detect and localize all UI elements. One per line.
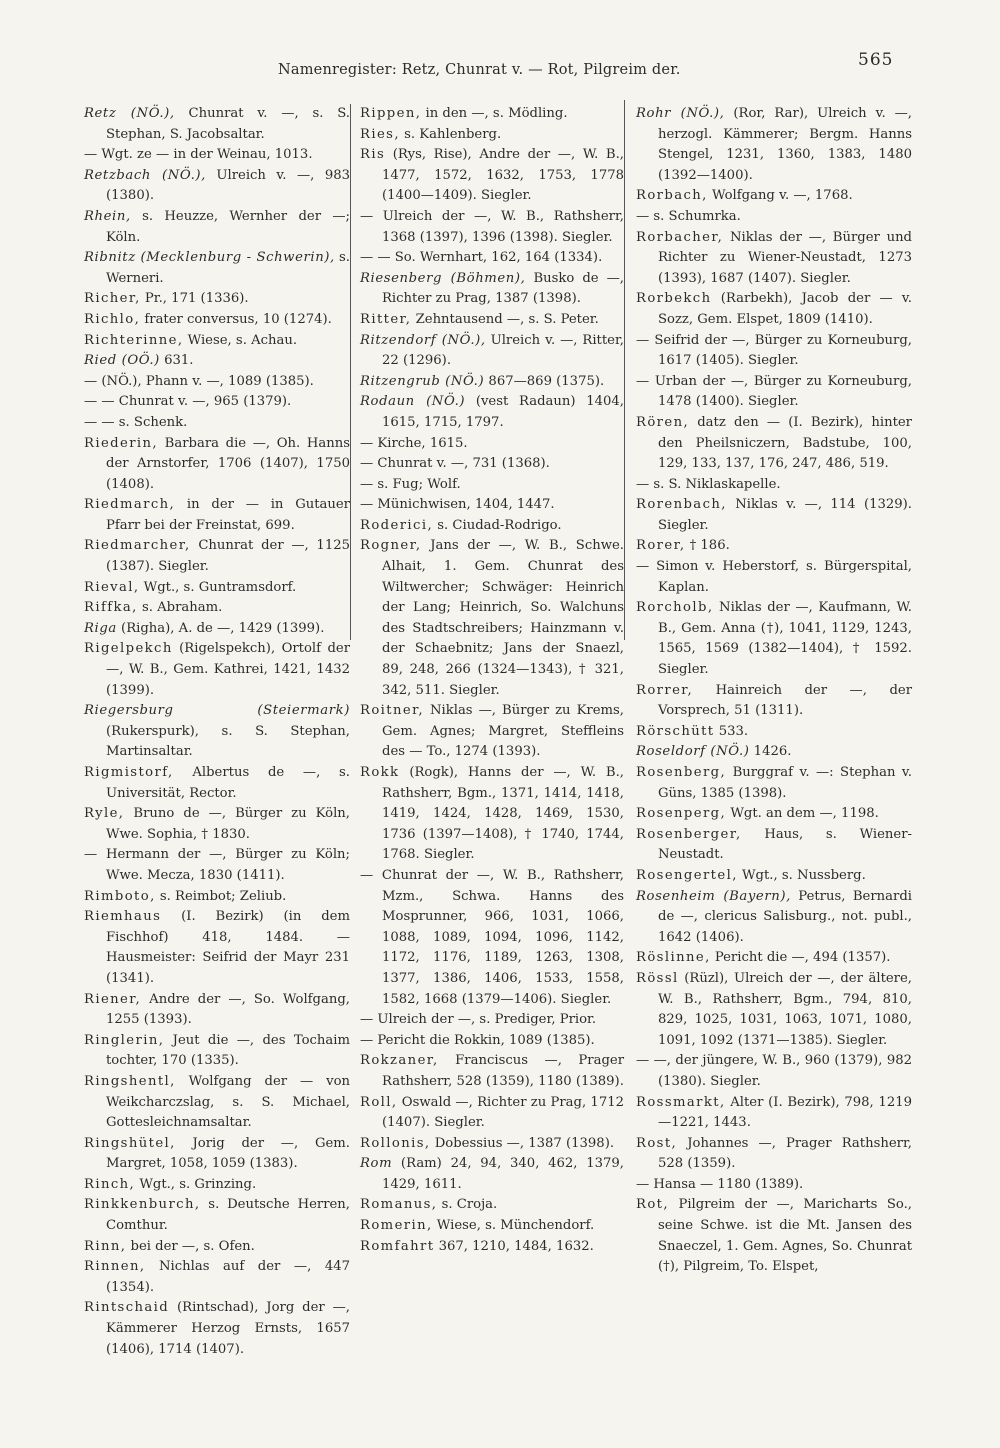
index-entry bbox=[636, 207, 912, 228]
index-entry bbox=[360, 495, 624, 516]
index-entry bbox=[84, 1175, 350, 1196]
entry-headword: Riegersburg (Steiermark) bbox=[84, 703, 350, 719]
entry-text: Petrus, Bernardi de —, clericus Salisburg., not. publ., 1642 (1406). bbox=[658, 888, 912, 945]
entry-headword: Ried (OÖ.) bbox=[84, 353, 160, 369]
index-entry bbox=[360, 372, 624, 393]
entry-headword: Ritzengrub (NÖ.) bbox=[360, 373, 485, 389]
entry-headword: Riedmarch, bbox=[84, 497, 176, 513]
entry-text: (Rys, Rise), Andre der —, W. B., 1477, 1572, 1632, 1753, 1778 (1400—1409). Siegler. bbox=[382, 147, 624, 204]
index-column-middle bbox=[360, 104, 624, 1257]
entry-text: — — s. Schenk. bbox=[84, 414, 188, 430]
index-entry bbox=[360, 434, 624, 455]
entry-headword: Richer, bbox=[84, 291, 141, 307]
index-entry bbox=[84, 701, 350, 763]
entry-headword: Rosengertel, bbox=[636, 867, 738, 883]
entry-text: Burggraf v. —: Stephan v. Güns, 1385 (1398). bbox=[658, 765, 912, 801]
entry-headword: Rorer, bbox=[636, 538, 686, 554]
running-title: Namenregister: Retz, Chunrat v. — Rot, Pilgreim der. bbox=[278, 62, 681, 78]
index-entry bbox=[84, 392, 350, 413]
entry-headword: Riedmarcher, bbox=[84, 538, 191, 554]
entry-headword: Rinkkenburch, bbox=[84, 1197, 201, 1213]
entry-text: Wgt., s. Guntramsdorf. bbox=[139, 579, 297, 595]
index-entry bbox=[636, 186, 912, 207]
entry-text: Wolfgang v. —, 1768. bbox=[707, 188, 853, 204]
column-divider bbox=[624, 100, 625, 640]
index-entry bbox=[84, 639, 350, 701]
index-entry bbox=[636, 887, 912, 949]
entry-text: Nichlas auf der —, 447 (1354). bbox=[106, 1259, 350, 1295]
entry-headword: Roderici, bbox=[360, 517, 434, 533]
index-entry bbox=[360, 1093, 624, 1134]
index-entry bbox=[360, 104, 624, 125]
index-entry bbox=[636, 413, 912, 475]
entry-text: (Ror, Rar), Ulreich v. —, herzogl. Kämmerer; Bergm. Hanns Stengel, 1231, 1360, 1383, 1480 (1392—1400). bbox=[658, 106, 912, 183]
entry-text: Chunrat v. —, s. S. Stephan, S. Jacobsaltar. bbox=[106, 106, 351, 142]
entry-text: Wolfgang der — von Weikcharczslag, s. S. Michael, Gottesleichnamsaltar. bbox=[106, 1073, 350, 1131]
entry-headword: Rörschütt bbox=[636, 723, 715, 739]
index-entry bbox=[84, 536, 350, 577]
entry-headword: Rorrer, bbox=[636, 682, 694, 698]
index-entry bbox=[636, 372, 912, 413]
index-entry bbox=[636, 1093, 912, 1134]
entry-text: — Ulreich der —, W. B., Rathsherr, 1368 (1397), 1396 (1398). Siegler. bbox=[360, 208, 624, 245]
entry-text: Albertus de —, s. Universität, Rector. bbox=[106, 765, 350, 801]
index-entry bbox=[636, 289, 912, 330]
entry-text: s. Ciudad-Rodrigo. bbox=[433, 517, 562, 533]
entry-headword: Riesenberg (Böhmen), bbox=[360, 270, 526, 286]
entry-text: bei der —, s. Ofen. bbox=[126, 1238, 255, 1254]
entry-text: — — Chunrat v. —, 965 (1379). bbox=[84, 394, 292, 410]
entry-headword: Rokk bbox=[360, 765, 400, 780]
index-entry bbox=[84, 619, 350, 640]
index-entry bbox=[360, 536, 624, 701]
index-entry bbox=[84, 495, 350, 536]
entry-headword: Rossmarkt, bbox=[636, 1094, 726, 1110]
index-entry bbox=[360, 207, 624, 248]
entry-headword: Rorbekch bbox=[636, 291, 712, 307]
index-column-right bbox=[636, 104, 912, 1278]
entry-headword: Ribnitz (Mecklenburg - Schwerin), bbox=[84, 250, 335, 266]
entry-headword: Riener, bbox=[84, 991, 142, 1007]
index-entry bbox=[84, 845, 350, 886]
entry-text: Pr., 171 (1336). bbox=[140, 291, 249, 307]
page-number: 565 bbox=[858, 50, 894, 70]
entry-text: Franciscus —, Prager Rathsherr, 528 (1359), 1180 (1389). bbox=[382, 1053, 624, 1089]
entry-headword: Röslinne, bbox=[636, 950, 711, 966]
index-entry bbox=[636, 536, 912, 557]
entry-headword: Richterinne, bbox=[84, 332, 184, 348]
entry-headword: Rigmistorf, bbox=[84, 765, 174, 780]
entry-text: 1426. bbox=[749, 744, 792, 760]
entry-headword: Rosenheim (Bayern), bbox=[636, 888, 791, 904]
entry-headword: Ries, bbox=[360, 126, 400, 142]
entry-text: — Urban der —, Bürger zu Korneuburg, 1478 (1400). Siegler. bbox=[636, 373, 912, 410]
entry-text: Johannes —, Prager Rathsherr, 528 (1359). bbox=[658, 1135, 912, 1172]
entry-headword: Rorenbach, bbox=[636, 497, 727, 513]
entry-text: Niklas —, Bürger zu Krems, Gem. Agnes; Margret, Steffleins des — To., 1274 (1393). bbox=[382, 703, 624, 760]
entry-headword: Rhein, bbox=[84, 208, 131, 224]
entry-text: Ulreich v. —, 983 (1380). bbox=[106, 167, 350, 204]
index-entry bbox=[84, 1298, 350, 1360]
entry-text: Chunrat der —, 1125 (1387). Siegler. bbox=[106, 538, 350, 575]
entry-text: Hainreich der —, der Vorsprech, 51 (1311). bbox=[658, 682, 912, 719]
entry-headword: Rohr (NÖ.), bbox=[636, 106, 725, 121]
index-entry bbox=[360, 516, 624, 537]
entry-headword: Rinn, bbox=[84, 1238, 127, 1254]
index-entry bbox=[84, 289, 350, 310]
index-entry bbox=[84, 763, 350, 804]
entry-headword: Rot, bbox=[636, 1197, 669, 1213]
entry-text: Niklas der —, Bürger und Richter zu Wiener-Neustadt, 1273 (1393), 1687 (1407). Siegler. bbox=[658, 229, 912, 286]
entry-text: datz den — (I. Bezirk), hinter den Pheilsniczern, Badstube, 100, 129, 133, 137, 176, 247, 486, 519. bbox=[658, 414, 912, 472]
entry-headword: Rimboto, bbox=[84, 888, 156, 904]
entry-headword: Riemhaus bbox=[84, 909, 162, 925]
entry-text: s. Werneri. bbox=[106, 250, 350, 286]
entry-text: — (NÖ.), Phann v. —, 1089 (1385). bbox=[84, 373, 314, 389]
entry-headword: Ryle, bbox=[84, 806, 125, 822]
entry-text: in den —, s. Mödling. bbox=[421, 106, 568, 121]
entry-headword: Riga bbox=[84, 620, 117, 636]
entry-text: — Chunrat der —, W. B., Rathsherr, Mzm., Schwa. Hanns des Mosprunner, 966, 1031, 1066, 1088, 1089, 1094, 1096, 1142, 1172, 1176, 1189, 1263, 1308, 1377, 1386, 1406, 1533, 1558, 1582, 1668 (1379—1406). Siegler. bbox=[360, 867, 624, 1007]
index-entry bbox=[84, 1134, 350, 1175]
entry-headword: Retzbach (NÖ.), bbox=[84, 167, 206, 183]
entry-text: — s. S. Niklaskapelle. bbox=[636, 476, 781, 492]
index-entry bbox=[360, 248, 624, 269]
index-entry bbox=[636, 804, 912, 825]
entry-headword: Romfahrt bbox=[360, 1238, 435, 1254]
entry-headword: Rollonis, bbox=[360, 1135, 431, 1151]
index-entry bbox=[84, 598, 350, 619]
entry-text: — s. Schumrka. bbox=[636, 208, 741, 224]
index-entry bbox=[84, 578, 350, 599]
entry-text: Wiese, s. Achau. bbox=[183, 332, 298, 348]
entry-headword: Romerin, bbox=[360, 1218, 433, 1234]
entry-text: (Rogk), Hanns der —, W. B., Rathsherr, Bgm., 1371, 1414, 1418, 1419, 1424, 1428, 1469, 1530, 1736 (1397—1408), † 1740, 1744, 1768. Siegler. bbox=[382, 765, 624, 863]
index-entry bbox=[636, 969, 912, 1051]
index-entry bbox=[636, 557, 912, 598]
entry-headword: Roll, bbox=[360, 1094, 398, 1110]
entry-text: in der — in Gutauer Pfarr bei der Freinstat, 699. bbox=[106, 497, 350, 533]
index-entry bbox=[360, 1195, 624, 1216]
entry-headword: Rorcholb, bbox=[636, 600, 714, 616]
entry-text: (I. Bezirk) (in dem Fischhof) 418, 1484. — Hausmeister: Seifrid der Mayr 231 (1341). bbox=[106, 909, 350, 986]
index-entry bbox=[84, 1072, 350, 1134]
entry-headword: Ringshütel, bbox=[84, 1135, 176, 1151]
entry-text: Jorig der —, Gem. Margret, 1058, 1059 (1383). bbox=[106, 1135, 350, 1172]
index-entry bbox=[84, 990, 350, 1031]
entry-text: — Seifrid der —, Bürger zu Korneuburg, 1617 (1405). Siegler. bbox=[636, 332, 912, 369]
entry-headword: Rogner, bbox=[360, 538, 422, 554]
entry-text: Ulreich v. —, Ritter, 22 (1296). bbox=[382, 332, 624, 369]
index-entry bbox=[84, 145, 350, 166]
entry-text: — Hansa — 1180 (1389). bbox=[636, 1176, 804, 1192]
index-entry bbox=[84, 166, 350, 207]
index-entry bbox=[84, 887, 350, 908]
index-entry bbox=[636, 825, 912, 866]
index-entry bbox=[360, 1154, 624, 1195]
entry-text: — Hermann der —, Bürger zu Köln; Wwe. Mecza, 1830 (1411). bbox=[84, 847, 350, 883]
index-entry bbox=[84, 413, 350, 434]
index-entry bbox=[84, 1257, 350, 1298]
index-entry bbox=[360, 145, 624, 207]
entry-headword: Rössl bbox=[636, 970, 679, 986]
entry-headword: Rigelpekch bbox=[84, 641, 173, 657]
index-entry bbox=[360, 763, 624, 866]
entry-text: (Rukerspurk), s. S. Stephan, Martinsaltar. bbox=[106, 723, 350, 760]
entry-headword: Rost, bbox=[636, 1135, 678, 1151]
entry-headword: Rieval, bbox=[84, 579, 140, 595]
entry-text: 367, 1210, 1484, 1632. bbox=[434, 1238, 594, 1254]
entry-text: (Rarbekh), Jacob der — v. Sozz, Gem. Elspet, 1809 (1410). bbox=[658, 291, 912, 327]
index-entry bbox=[636, 331, 912, 372]
entry-text: 533. bbox=[714, 723, 749, 739]
index-entry bbox=[360, 1216, 624, 1237]
entry-headword: Rosenberger, bbox=[636, 826, 742, 842]
entry-headword: Rosenperg, bbox=[636, 806, 727, 822]
index-entry bbox=[84, 248, 350, 289]
entry-text: s. Reimbot; Zeliub. bbox=[155, 888, 287, 904]
index-entry bbox=[360, 1134, 624, 1155]
entry-headword: Ringlerin, bbox=[84, 1032, 165, 1048]
index-entry bbox=[636, 1175, 912, 1196]
entry-text: † 186. bbox=[685, 538, 730, 554]
index-entry bbox=[360, 475, 624, 496]
index-entry bbox=[84, 351, 350, 372]
entry-text: s. Heuzze, Wernher der —; Köln. bbox=[106, 208, 350, 245]
entry-text: s. Abraham. bbox=[137, 600, 223, 616]
index-entry bbox=[636, 1051, 912, 1092]
entry-headword: Rodaun (NÖ.) bbox=[360, 394, 466, 410]
entry-headword: Retz (NÖ.), bbox=[84, 106, 175, 121]
column-divider bbox=[350, 104, 351, 640]
index-entry bbox=[360, 866, 624, 1010]
entry-text: Wgt., s. Grinzing. bbox=[135, 1176, 257, 1192]
entry-text: Jans der —, W. B., Schwe. Alhait, 1. Gem. Chunrat des Wiltwercher; Schwäger: Heinrich der Lang; Heinrich, So. Walchuns des Stadtschreibers; Hainzmann v. der Schaebnitz; Jans der Snaezl, 89, 248, 266 (1324—1343), † 321, 342, 511. Siegler. bbox=[382, 538, 624, 698]
index-entry bbox=[636, 475, 912, 496]
entry-headword: Richlo, bbox=[84, 311, 141, 327]
index-entry bbox=[636, 866, 912, 887]
entry-text: Alter (I. Bezirk), 798, 1219—1221, 1443. bbox=[658, 1094, 912, 1131]
entry-headword: Roseldorf (NÖ.) bbox=[636, 744, 750, 760]
entry-headword: Rom bbox=[360, 1156, 393, 1172]
entry-text: 631. bbox=[159, 353, 194, 369]
index-entry bbox=[360, 392, 624, 433]
entry-text: 867—869 (1375). bbox=[484, 373, 605, 389]
entry-text: (vest Radaun) 1404, 1615, 1715, 1797. bbox=[382, 394, 624, 430]
entry-text: Niklas der —, Kaufmann, W. B., Gem. Anna (†), 1041, 1129, 1243, 1565, 1569 (1382—1404), † 1592. Siegler. bbox=[658, 600, 912, 678]
index-entry bbox=[360, 310, 624, 331]
entry-text: Oswald —, Richter zu Prag, 1712 (1407). Siegler. bbox=[382, 1094, 624, 1131]
index-entry bbox=[636, 598, 912, 680]
index-entry bbox=[84, 804, 350, 845]
entry-headword: Ringshentl, bbox=[84, 1073, 176, 1089]
index-entry bbox=[84, 372, 350, 393]
entry-text: — —, der jüngere, W. B., 960 (1379), 982 (1380). Siegler. bbox=[636, 1053, 912, 1089]
index-entry bbox=[636, 104, 912, 186]
index-entry bbox=[84, 310, 350, 331]
entry-headword: Roitner, bbox=[360, 703, 424, 719]
entry-text: Zehntausend —, s. S. Peter. bbox=[411, 311, 599, 327]
entry-headword: Rippen, bbox=[360, 106, 422, 121]
entry-text: Niklas v. —, 114 (1329). Siegler. bbox=[658, 497, 912, 533]
index-entry bbox=[636, 681, 912, 722]
entry-headword: Rinnen, bbox=[84, 1259, 146, 1275]
index-entry bbox=[84, 331, 350, 352]
index-column-left bbox=[84, 104, 350, 1360]
index-entry bbox=[360, 269, 624, 310]
entry-text: s. Deutsche Herren, Comthur. bbox=[106, 1197, 350, 1234]
index-entry bbox=[360, 1051, 624, 1092]
entry-headword: Ritzendorf (NÖ.), bbox=[360, 332, 486, 348]
index-entry bbox=[636, 1195, 912, 1277]
entry-text: Wgt. an dem —, 1198. bbox=[726, 806, 879, 822]
entry-text: (Rigelspekch), Ortolf der —, W. B., Gem. Kathrei, 1421, 1432 (1399). bbox=[106, 641, 350, 698]
index-entry bbox=[84, 207, 350, 248]
index-entry bbox=[360, 125, 624, 146]
entry-headword: Rintschaid bbox=[84, 1300, 170, 1316]
entry-text: — Ulreich der —, s. Prediger, Prior. bbox=[360, 1012, 597, 1028]
index-entry bbox=[636, 1134, 912, 1175]
entry-text: — Kirche, 1615. bbox=[360, 435, 468, 451]
entry-text: s. Kahlenberg. bbox=[399, 126, 502, 142]
entry-text: — — So. Wernhart, 162, 164 (1334). bbox=[360, 250, 603, 266]
entry-text: — Wgt. ze — in der Weinau, 1013. bbox=[84, 147, 313, 163]
entry-headword: Rorbacher, bbox=[636, 229, 724, 245]
index-entry bbox=[84, 1237, 350, 1258]
index-entry bbox=[360, 701, 624, 763]
entry-headword: Ris bbox=[360, 147, 386, 163]
index-entry bbox=[84, 434, 350, 496]
index-entry bbox=[360, 454, 624, 475]
entry-text: s. Croja. bbox=[437, 1197, 498, 1213]
entry-text: — s. Fug; Wolf. bbox=[360, 476, 461, 492]
entry-headword: Rosenberg, bbox=[636, 765, 727, 780]
entry-text: — Simon v. Heberstorf, s. Bürgerspital, Kaplan. bbox=[636, 559, 912, 595]
index-entry bbox=[636, 948, 912, 969]
index-entry bbox=[84, 104, 350, 145]
index-entry bbox=[636, 763, 912, 804]
entry-headword: Ritter, bbox=[360, 311, 412, 327]
index-entry bbox=[84, 1195, 350, 1236]
index-entry bbox=[360, 1237, 624, 1258]
entry-text: (Rintschad), Jorg der —, Kämmerer Herzog Ernsts, 1657 (1406), 1714 (1407). bbox=[106, 1300, 350, 1357]
index-entry bbox=[360, 331, 624, 372]
entry-text: Wiese, s. Münchendorf. bbox=[432, 1218, 595, 1234]
index-entry bbox=[360, 1031, 624, 1052]
entry-text: — Pericht die Rokkin, 1089 (1385). bbox=[360, 1032, 595, 1048]
entry-text: (Rüzl), Ulreich der —, der ältere, W. B., Rathsherr, Bgm., 794, 810, 829, 1025, 1031, 1063, 1071, 1080, 1091, 1092 (1371—1385). Siegler. bbox=[658, 970, 912, 1048]
entry-headword: Rokzaner, bbox=[360, 1053, 439, 1069]
entry-text: frater conversus, 10 (1274). bbox=[140, 311, 332, 327]
entry-text: Barbara die —, Oh. Hanns der Arnstorfer, 1706 (1407), 1750 (1408). bbox=[106, 435, 350, 492]
entry-headword: Rorbach, bbox=[636, 188, 708, 204]
entry-text: Jeut die —, des Tochaim tochter, 170 (1335). bbox=[106, 1032, 350, 1069]
entry-headword: Rören, bbox=[636, 414, 690, 430]
index-entry bbox=[636, 228, 912, 290]
entry-headword: Romanus, bbox=[360, 1197, 438, 1213]
entry-text: — Münichwisen, 1404, 1447. bbox=[360, 497, 555, 513]
entry-headword: Riffka, bbox=[84, 600, 138, 616]
entry-text: Bruno de —, Bürger zu Köln, Wwe. Sophia, † 1830. bbox=[106, 806, 350, 842]
entry-text: Busko de —, Richter zu Prag, 1387 (1398). bbox=[382, 270, 624, 307]
entry-headword: Rinch, bbox=[84, 1176, 136, 1192]
index-entry bbox=[84, 907, 350, 989]
entry-text: Dobessius —, 1387 (1398). bbox=[430, 1135, 615, 1151]
entry-text: Andre der —, So. Wolfgang, 1255 (1393). bbox=[106, 991, 350, 1028]
index-entry bbox=[636, 742, 912, 763]
entry-text: Pericht die —, 494 (1357). bbox=[710, 950, 891, 966]
entry-text: — Chunrat v. —, 731 (1368). bbox=[360, 456, 550, 472]
entry-text: (Ram) 24, 94, 340, 462, 1379, 1429, 1611. bbox=[382, 1156, 624, 1192]
entry-text: Pilgreim der —, Maricharts So., seine Schwe. ist die Mt. Jansen des Snaeczel, 1. Gem. Agnes, So. Chunrat (†), Pilgreim, To. Elspet, bbox=[658, 1197, 912, 1275]
entry-text: (Righa), A. de —, 1429 (1399). bbox=[116, 620, 325, 636]
entry-text: Haus, s. Wiener-Neustadt. bbox=[658, 826, 912, 863]
index-entry bbox=[360, 1010, 624, 1031]
index-entry bbox=[636, 495, 912, 536]
index-entry bbox=[636, 722, 912, 743]
entry-headword: Riederin, bbox=[84, 435, 159, 451]
index-entry bbox=[84, 1031, 350, 1072]
entry-text: Wgt., s. Nussberg. bbox=[737, 867, 866, 883]
